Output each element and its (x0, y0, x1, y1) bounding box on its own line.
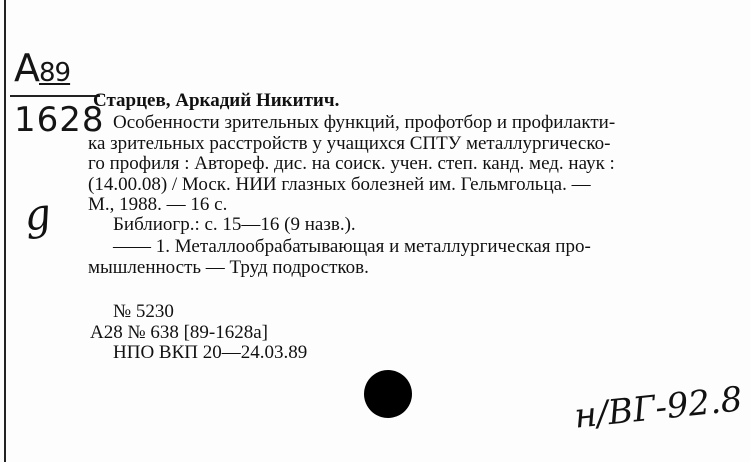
footer-publisher: НПО ВКП 20—24.03.89 (113, 342, 308, 363)
card-left-edge (4, 0, 6, 462)
entry-line-5: М., 1988. — 16 с. (88, 194, 228, 215)
entry-line-1: Особенности зрительных функций, профотбор и профилакти- (113, 112, 616, 133)
shelf-mark-rule (10, 95, 100, 97)
shelf-mark-letter: А (14, 46, 39, 90)
entry-line-4: (14.00.08) / Моск. НИИ глазных болезней им. Гельмгольца. — (88, 174, 591, 195)
entry-line-2: ка зрительных расстройств у учащихся СПТУ металлургическо- (88, 133, 611, 154)
entry-line-7: —— 1. Металлообрабатывающая и металлургическая про- (113, 236, 591, 257)
footer-number: № 5230 (113, 301, 174, 322)
entry-line-3: го профиля : Автореф. дис. на соиск. учен. степ. канд. мед. наук : (88, 153, 615, 174)
entry-line-6: Библиогр.: с. 15—16 (9 назв.). (113, 214, 356, 235)
shelf-mark-number: 89 (39, 58, 71, 88)
entry-line-8: мышленность — Труд подростков. (88, 257, 369, 278)
handwritten-bottom-right: н/ВГ-92.8 (572, 379, 745, 437)
entry-author: Старцев, Аркадий Никитич. (93, 90, 340, 111)
punch-hole (364, 370, 412, 418)
footer-code: А28 № 638 [89-1628а] (90, 322, 269, 343)
shelf-mark-top (14, 46, 70, 90)
shelf-mark-bottom: 1628 (14, 100, 105, 140)
handwritten-left-mark: g (20, 188, 55, 241)
